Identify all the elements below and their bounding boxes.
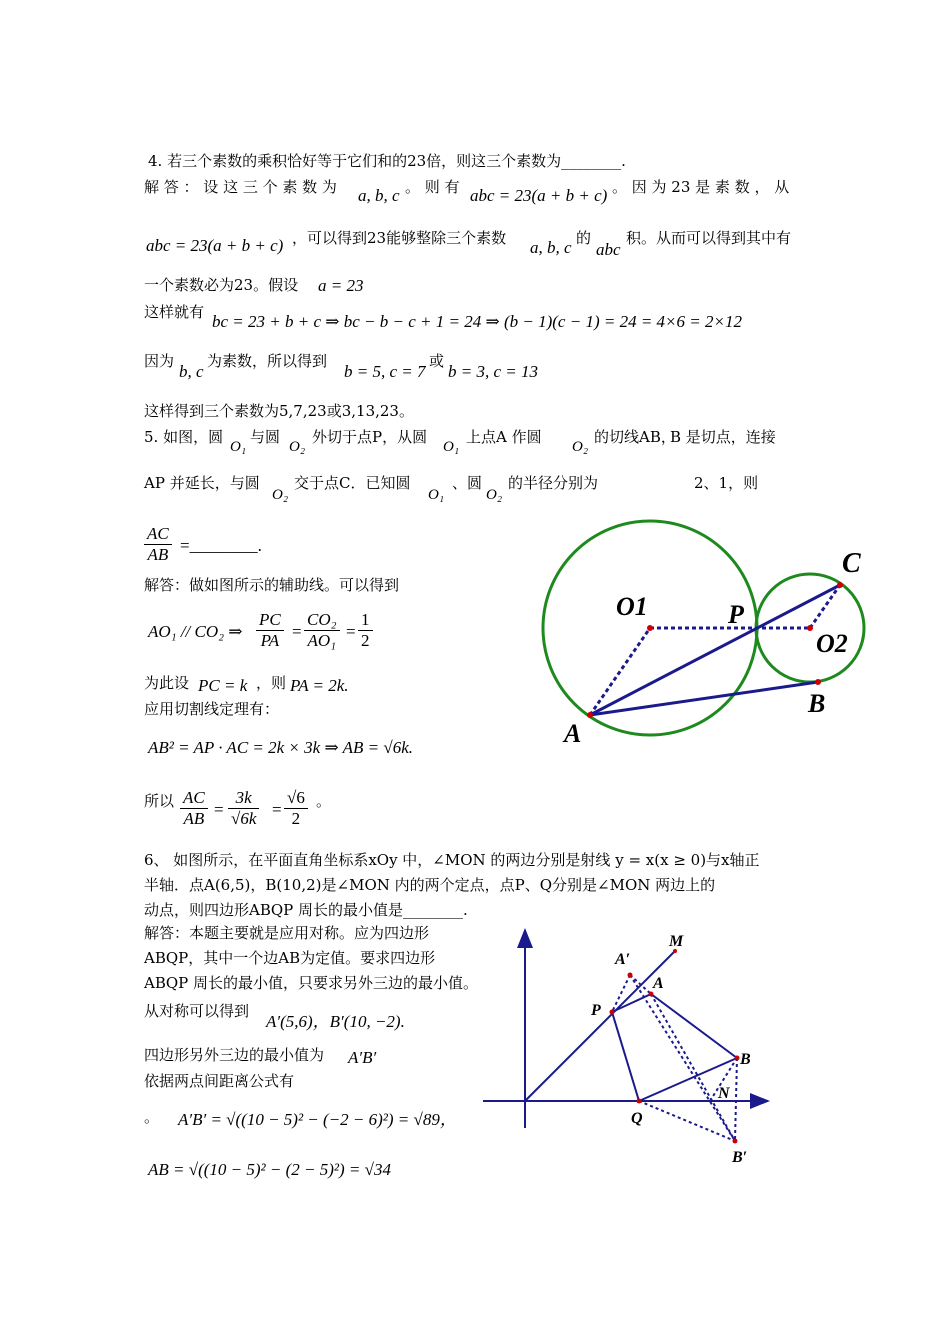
- equals-sign: =: [292, 622, 302, 641]
- q6-solution: 。: [144, 1108, 160, 1126]
- q4-equation-chain: bc = 23 + b + c ⇒ bc − b − c + 1 = 24 ⇒ (b − 1)(c − 1) = 24 = 4×6 = 2×12: [212, 312, 742, 331]
- q5-circle-o2: O₂: [486, 487, 503, 503]
- fraction-numerator: PC: [256, 610, 284, 631]
- fraction-numerator: CO₂: [304, 610, 340, 631]
- q5-text: 5. 如图，圆: [144, 428, 224, 446]
- q5-text: 、圆: [452, 474, 483, 492]
- q5-text: 交于点C．已知圆: [294, 474, 411, 492]
- q4-vars: a, b, c: [358, 186, 400, 205]
- q4-case: b = 5, c = 7: [344, 362, 426, 381]
- q5-circle-o1: O₁: [443, 439, 460, 455]
- fraction-numerator: 3k: [228, 788, 259, 809]
- point-a: [649, 992, 654, 997]
- q6-solution: 解答：本题主要就是应用对称。应为四边形: [144, 924, 430, 942]
- equals-sign: =: [214, 800, 224, 819]
- label-b: B: [808, 689, 826, 718]
- q5-ratio-fraction: [358, 610, 373, 651]
- q4-text: 。 因 为 23 是 素 数 ， 从: [612, 178, 790, 196]
- q4-text: 这样就有: [144, 303, 205, 321]
- fraction-denominator: AB: [147, 545, 169, 564]
- q5-circle-o2: O₂: [572, 439, 589, 455]
- segment-ab: [651, 994, 737, 1058]
- label-b-prime: B′: [732, 1149, 748, 1166]
- equals-sign: =: [346, 622, 356, 641]
- q6-solution: 依据两点间距离公式有: [144, 1072, 295, 1090]
- q4-case: b = 3, c = 13: [448, 362, 538, 381]
- dashed-a1-b1: [630, 975, 735, 1141]
- q4-solution-intro: 解 答 ： 设 这 三 个 素 数 为: [144, 178, 337, 196]
- dashed-q-b1: [639, 1101, 735, 1141]
- q5-let: PC = k: [198, 676, 248, 695]
- q4-product: abc: [596, 240, 621, 259]
- q4-text: 。 则 有: [405, 178, 460, 196]
- q5-result-fraction: [228, 788, 259, 829]
- q5-result-fraction: [284, 788, 308, 829]
- q5-text: 应用切割线定理有：: [144, 700, 280, 718]
- q6-solution: 从对称可以得到: [144, 1002, 250, 1020]
- q5-text: ，则: [256, 674, 287, 692]
- label-a: A: [564, 719, 582, 748]
- label-c: C: [842, 548, 861, 579]
- q5-text: 为此设: [144, 674, 190, 692]
- q5-text: 与圆: [250, 428, 281, 446]
- label-q: Q: [631, 1110, 643, 1127]
- q5-circle-o2: O₂: [272, 487, 289, 503]
- q6-statement: 动点，则四边形ABQP 周长的最小值是________.: [144, 901, 468, 919]
- q6-figure: [478, 920, 778, 1170]
- fraction-denominator: 2: [291, 809, 301, 828]
- q5-text: 外切于点P，从圆: [312, 428, 428, 446]
- q5-figure: [530, 510, 880, 755]
- label-p: P: [591, 1002, 601, 1019]
- q5-ratio-fraction: [304, 610, 340, 651]
- fraction-numerator: AC: [180, 788, 208, 809]
- point-a-prime: [628, 973, 633, 978]
- label-a-prime: A′: [615, 951, 631, 968]
- point-b-prime: [733, 1139, 738, 1144]
- q5-text: B 是切点，连接: [670, 428, 776, 446]
- q4-assumption: a = 23: [318, 276, 364, 295]
- fraction-denominator: AO₁: [307, 631, 337, 650]
- q4-text: 因为: [144, 352, 175, 370]
- fraction-denominator: AB: [183, 809, 205, 828]
- q4-text: 为素数，所以得到: [207, 352, 328, 370]
- fraction-denominator: PA: [260, 631, 280, 650]
- q4-answer: 这样得到三个素数为5,7,23或3,13,23。: [144, 402, 414, 420]
- q4-text: 积。从而可以得到其中有: [626, 229, 792, 247]
- q4-main-equation: abc = 23(a + b + c): [470, 186, 608, 205]
- label-p: P: [728, 600, 744, 629]
- q4-text: ，可以得到23能够整除三个素数: [292, 229, 507, 247]
- q5-circle-o2: O₂: [289, 439, 306, 455]
- q5-blank: =________.: [180, 536, 262, 555]
- dashed-a-b1: [651, 994, 735, 1141]
- q6-symmetric-points: A′(5,6)，B′(10, −2).: [266, 1012, 405, 1031]
- point-p: [610, 1010, 615, 1015]
- q6-solution: ABQP 周长的最小值，只要求另外三边的最小值。: [144, 974, 479, 992]
- point-b: [815, 679, 821, 685]
- q4-text: 一个素数必为23。假设: [144, 276, 299, 294]
- dashed-b-b1: [735, 1058, 737, 1141]
- point-o2: [807, 625, 813, 631]
- q5-circle-o1: O₁: [230, 439, 247, 455]
- label-n: N: [718, 1085, 730, 1102]
- segment-pa: [612, 994, 651, 1012]
- point-b: [735, 1056, 740, 1061]
- q5-question-fraction: [144, 524, 172, 565]
- q5-text: 的半径分别为: [508, 474, 599, 492]
- q5-text: 的切线AB，: [594, 428, 676, 446]
- segment-qp: [612, 1012, 639, 1101]
- q5-result-fraction: [180, 788, 208, 829]
- q4-vars: a, b, c: [530, 238, 572, 257]
- q6-distance-formula: AB = √((10 − 5)² − (2 − 5)²) = √34: [148, 1160, 391, 1179]
- label-o1: O1: [616, 592, 648, 621]
- q6-segment: A′B′: [348, 1048, 377, 1067]
- label-a: A: [653, 975, 664, 992]
- fraction-numerator: 1: [358, 610, 373, 631]
- fraction-denominator: 2: [361, 631, 370, 650]
- q5-circle-o1: O₁: [428, 487, 445, 503]
- label-o2: O2: [816, 629, 848, 658]
- point-o1: [647, 625, 653, 631]
- fraction-denominator: √6k: [231, 809, 257, 828]
- fraction-numerator: AC: [144, 524, 172, 545]
- q5-text: 上点A 作圆: [466, 428, 542, 446]
- q6-distance-formula: A′B′ = √((10 − 5)² − (−2 − 6)²) = √89，: [178, 1110, 457, 1129]
- q5-text: 2、1，则: [694, 474, 759, 492]
- q5-ratio-fraction: [256, 610, 284, 651]
- label-b: B: [740, 1051, 751, 1068]
- q4-vars: b, c: [179, 362, 204, 381]
- dashed-a1-p: [612, 975, 630, 1012]
- q6-solution: ABQP，其中一个边AB为定值。要求四边形: [144, 949, 436, 967]
- q4-main-equation: abc = 23(a + b + c): [146, 236, 284, 255]
- label-m: M: [669, 933, 684, 950]
- q5-text: AP 并延长，与圆: [144, 474, 260, 492]
- point-a: [587, 712, 593, 718]
- point-c: [837, 582, 843, 588]
- ray-om: [525, 951, 675, 1101]
- q6-statement: 半轴．点A(6,5)，B(10,2)是∠MON 内的两个定点，点P、Q分别是∠MON 两边上的: [144, 876, 716, 894]
- q5-text: 所以: [144, 792, 175, 810]
- q6-solution: 四边形另外三边的最小值为: [144, 1046, 325, 1064]
- q5-let: PA = 2k.: [290, 676, 349, 695]
- q6-statement: 6、 如图所示，在平面直角坐标系xOy 中，∠MON 的两边分别是射线 y = x(x ≥ 0)与x轴正: [144, 851, 760, 869]
- equals-sign: =: [272, 800, 282, 819]
- q5-parallel: AO₁ // CO₂ ⇒: [148, 622, 243, 641]
- q5-text: 。: [316, 792, 332, 810]
- dashed-a-o1: [590, 628, 650, 715]
- q4-text: 的: [576, 229, 592, 247]
- fraction-numerator: √6: [284, 788, 308, 809]
- q4-statement: 4. 若三个素数的乘积恰好等于它们和的23倍，则这三个素数为________.: [148, 152, 626, 170]
- q4-text: 或: [429, 352, 445, 370]
- q5-secant-equation: AB² = AP · AC = 2k × 3k ⇒ AB = √6k.: [148, 738, 413, 757]
- q5-solution-intro: 解答：做如图所示的辅助线。可以得到: [144, 576, 400, 594]
- point-q: [637, 1099, 642, 1104]
